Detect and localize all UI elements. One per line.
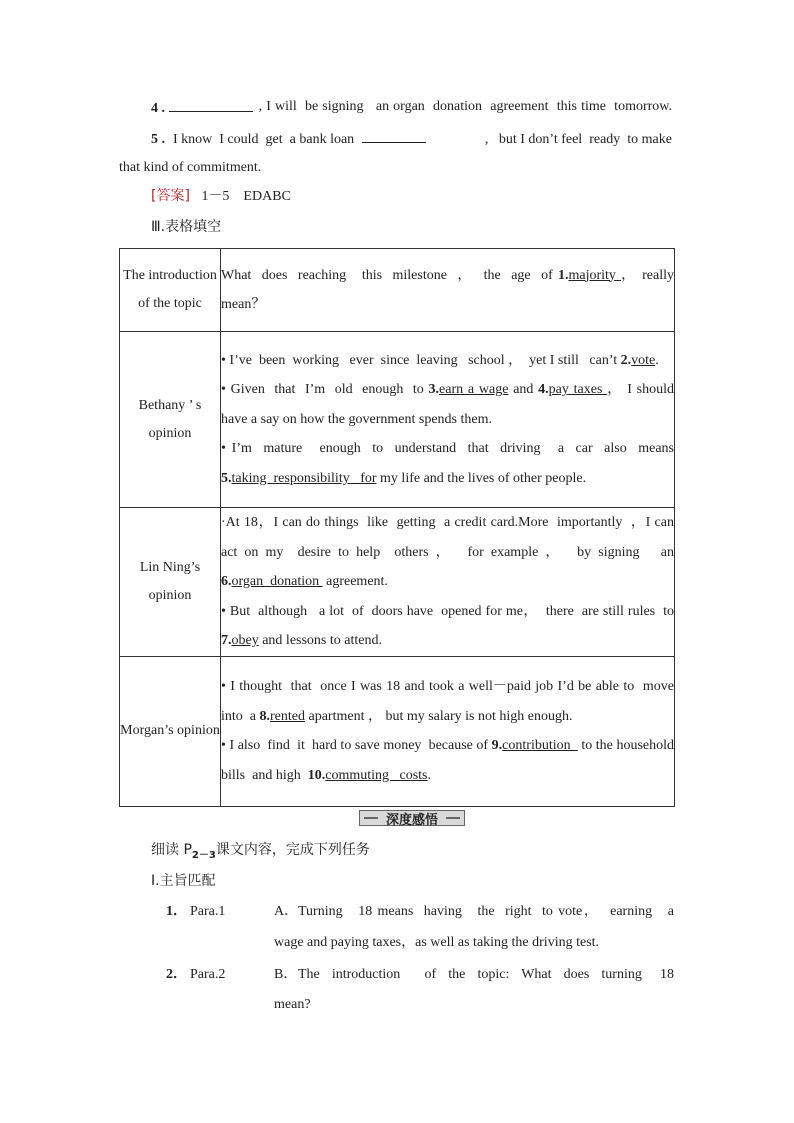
filled-answer: pay taxes	[548, 382, 608, 398]
question-5	[151, 128, 672, 150]
filled-answer: taking responsibility for	[231, 470, 377, 486]
match-para: Para.2	[190, 967, 226, 982]
answer-tag: [答案]	[151, 188, 190, 204]
answer-text: 1－5 EDABC	[201, 189, 291, 204]
match-option: A．	[274, 904, 299, 919]
section-title: Ⅰ.主旨匹配	[151, 873, 216, 889]
question-number: 4 .	[151, 101, 165, 116]
filled-answer: earn a wage	[439, 382, 509, 398]
bullet-point: • But although a lot of doors have opened for me， there are still rules to 7.obey and lessons to attend.	[221, 603, 678, 648]
instruction: 细读 $P_{2-3}$课文内容，完成下列任务	[151, 842, 370, 861]
bullet-point: • I’ve been working ever since leaving school ， yet I still can’t 2.vote.	[221, 352, 659, 368]
answer-blank	[169, 97, 253, 112]
row-content	[221, 508, 678, 657]
table-row	[120, 508, 675, 657]
section-title: Ⅲ.表格填空	[151, 219, 222, 235]
table-row	[120, 249, 675, 332]
match-item: 1． Para.1 A． Turning 18 means having the right to vote， earning a	[166, 902, 674, 922]
bullet-point: ·At 18，I can do things like getting a credit card.More importantly ，I can act on my desire to help others ， for example ， by signing an 6.organ donation agreement.	[221, 515, 678, 589]
match-item: 2． Para.2 B． The introduction of the topic: What does turning 18	[166, 965, 674, 985]
answer-blank	[362, 128, 426, 143]
filled-answer: commuting costs	[325, 767, 428, 783]
filled-answer: obey	[231, 633, 259, 648]
row-label: Bethany ’ s opinion	[120, 332, 221, 508]
row-content	[221, 332, 678, 508]
bullet-point: • I thought that once I was 18 and took a well－paid job I’d be able to move into a 8.rented apartment ， but my salary is not high enough.	[221, 679, 681, 724]
match-text: Turning 18 means having the right to vote， earning a	[298, 904, 674, 919]
filled-answer: vote	[631, 352, 656, 368]
row-label: Morgan’s opinion	[120, 656, 221, 806]
fill-in-table	[119, 248, 681, 807]
match-text-cont: wage and paying taxes，as well as taking the driving test.	[274, 935, 600, 950]
row-label: Lin Ning’s opinion	[120, 508, 221, 657]
table-row	[120, 656, 675, 806]
question-text: I know I could get a bank loan	[173, 132, 355, 147]
match-text: The introduction of the topic: What does turning 18	[298, 967, 674, 982]
bullet-point: • I also find it hard to save money because of 9.contribution to the household bills and high 10.commuting costs.	[221, 738, 678, 783]
question-text-cont: , but I don’t feel ready to make	[484, 132, 672, 147]
question-text: , I will be signing an organ donation agreement this time tomorrow.	[254, 99, 672, 114]
filled-answer: rented	[270, 708, 305, 724]
section-banner: 深度感悟	[359, 810, 465, 826]
bullet-point: • I’m mature enough to understand that driving a car also means 5.taking responsibility for my life and the lives of other people.	[221, 441, 678, 486]
answer-line	[151, 186, 291, 207]
bullet-point: • Given that I’m old enough to 3.earn a wage and 4.pay taxes ， I should have a say on how the government spends them.	[221, 382, 674, 427]
match-para: Para.1	[190, 904, 226, 919]
filled-answer: majority	[568, 267, 622, 283]
question-4	[151, 97, 672, 119]
row-content	[221, 656, 681, 806]
match-option: B．	[274, 967, 298, 982]
row-content: What does reaching this milestone ， the age of 1.majority ， really mean？	[221, 249, 675, 332]
filled-answer: contribution	[502, 738, 578, 753]
table-row	[120, 332, 675, 508]
match-text-cont: mean?	[274, 997, 311, 1012]
question-5-continuation: that kind of commitment.	[119, 160, 262, 175]
row-label: The introduction of the topic	[120, 249, 221, 332]
question-number: 5 .	[151, 132, 165, 147]
filled-answer: organ donation	[231, 574, 323, 589]
